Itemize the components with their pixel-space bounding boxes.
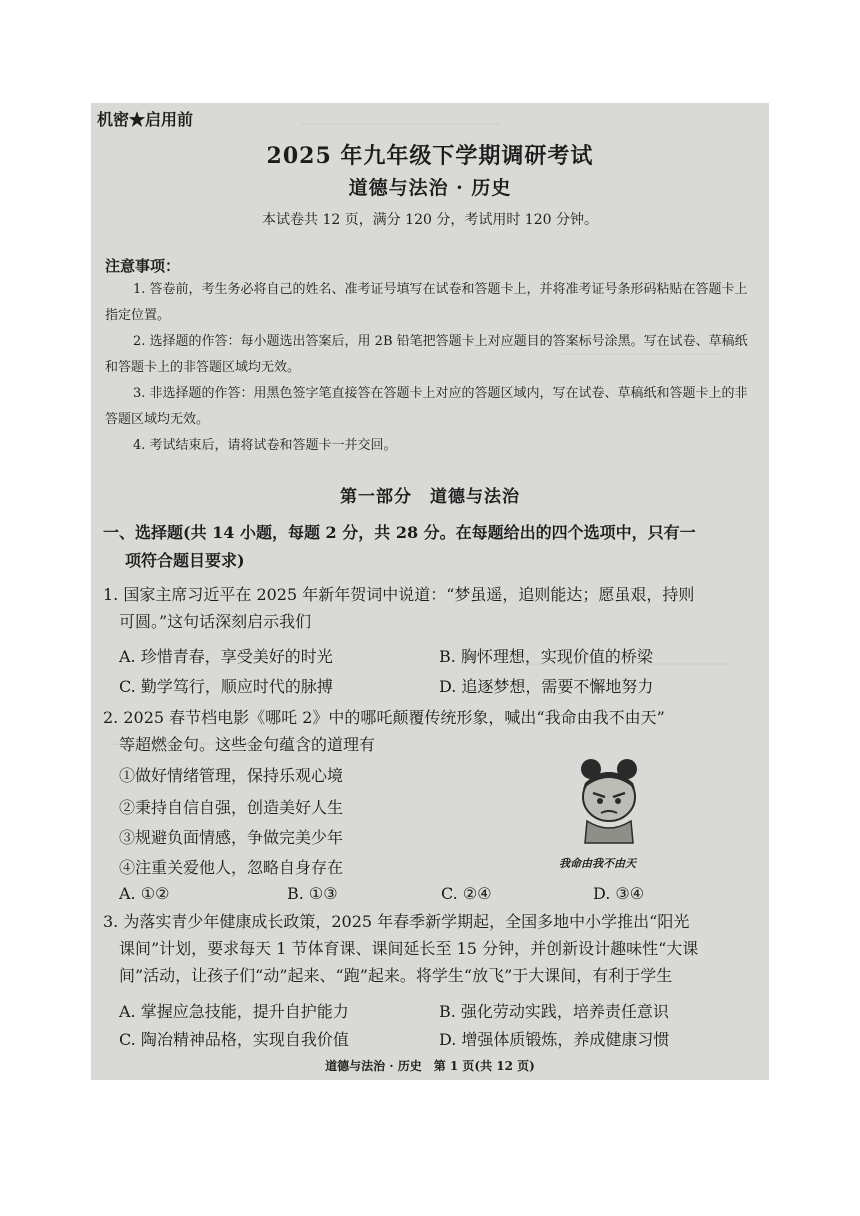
option-c[interactable]: C. ②④ [441, 884, 492, 903]
show-through-mark [301, 123, 501, 125]
option-d[interactable]: D. 增强体质锻炼，养成健康习惯 [439, 1030, 670, 1049]
statement-4: ④注重关爱他人，忽略自身存在 [119, 858, 344, 877]
exam-title: 2025 年九年级下学期调研考试 [266, 143, 594, 169]
question-1-options [119, 644, 759, 704]
option-d[interactable]: D. 追逐梦想，需要不懈地努力 [439, 677, 654, 696]
question-stem-line: 课间”计划，要求每天 1 节体育课、课间延长至 15 分钟，并创新设计趣味性“大课 [119, 939, 699, 958]
notice-item: 4. 考试结束后，请将试卷和答题卡一并交回。 [133, 438, 397, 453]
section-heading-line: 项符合题目要求) [125, 551, 245, 570]
part-title: 第一部分 道德与法治 [340, 487, 520, 507]
nezha-illustration [569, 755, 649, 845]
option-c[interactable]: C. 勤学笃行，顺应时代的脉搏 [119, 677, 333, 696]
question-stem-line: 1. 国家主席习近平在 2025 年新年贺词中说道：“梦虽遥，追则能达；愿虽艰，持则 [103, 585, 695, 604]
option-b[interactable]: B. 强化劳动实践，培养责任意识 [439, 1002, 669, 1021]
question-3-stem [103, 908, 757, 989]
question-stem-line: 2. 2025 春节档电影《哪吒 2》中的哪吒颠覆传统形象，喊出“我命由我不由天” [103, 708, 665, 727]
notice-list [105, 277, 755, 459]
notice-item: 2. 选择题的作答：每小题选出答案后，用 2B 铅笔把答题卡上对应题目的答案标号涂黑。写在试卷、草稿纸和答题卡上的非答题区域均无效。 [105, 334, 748, 375]
question-1-stem [103, 581, 757, 635]
question-3-options [119, 999, 759, 1059]
question-stem-line: 可圆。”这句话深刻启示我们 [119, 612, 312, 631]
option-b[interactable]: B. ①③ [287, 884, 338, 903]
illustration-caption: 我命由我不由天 [559, 857, 636, 870]
option-b[interactable]: B. 胸怀理想，实现价值的桥梁 [439, 647, 653, 666]
exam-subtitle: 道德与法治 · 历史 [348, 177, 512, 199]
option-d[interactable]: D. ③④ [593, 884, 645, 903]
notice-item: 1. 答卷前，考生务必将自己的姓名、准考证号填写在试卷和答题卡上，并将准考证号条形码粘贴在答题卡上指定位置。 [105, 282, 748, 323]
statement-3: ③规避负面情感，争做完美少年 [119, 828, 344, 847]
question-stem-line: 间”活动，让孩子们“动”起来、“跑”起来。将学生“放飞”于大课间，有利于学生 [119, 966, 673, 985]
question-stem-line: 等超燃金句。这些金句蕴含的道理有 [119, 735, 376, 754]
statement-1: ①做好情绪管理，保持乐观心境 [119, 766, 344, 785]
section-heading-line: 一、选择题(共 14 小题，每题 2 分，共 28 分。在每题给出的四个选项中，只有一 [103, 523, 696, 542]
exam-paper [91, 103, 769, 1080]
statement-2: ②秉持自信自强，创造美好人生 [119, 798, 344, 817]
notice-heading: 注意事项： [105, 257, 181, 275]
option-c[interactable]: C. 陶冶精神品格，实现自我价值 [119, 1030, 349, 1049]
section-heading [103, 519, 757, 575]
option-a[interactable]: A. 掌握应急技能，提升自护能力 [119, 1002, 349, 1021]
question-stem-line: 3. 为落实青少年健康成长政策，2025 年春季新学期起，全国多地中小学推出“阳光 [103, 912, 690, 931]
exam-info: 本试卷共 12 页，满分 120 分，考试用时 120 分钟。 [262, 212, 598, 228]
option-a[interactable]: A. ①② [119, 884, 170, 903]
notice-item: 3. 非选择题的作答：用黑色签字笔直接答在答题卡上对应的答题区域内，写在试卷、草稿纸和答题卡上的非答题区域均无效。 [105, 386, 748, 427]
page-footer: 道德与法治 · 历史 第 1 页(共 12 页) [325, 1059, 535, 1073]
confidential-tag: 机密★启用前 [97, 110, 194, 129]
question-2-stem [103, 704, 757, 758]
option-a[interactable]: A. 珍惜青春，享受美好的时光 [119, 647, 333, 666]
